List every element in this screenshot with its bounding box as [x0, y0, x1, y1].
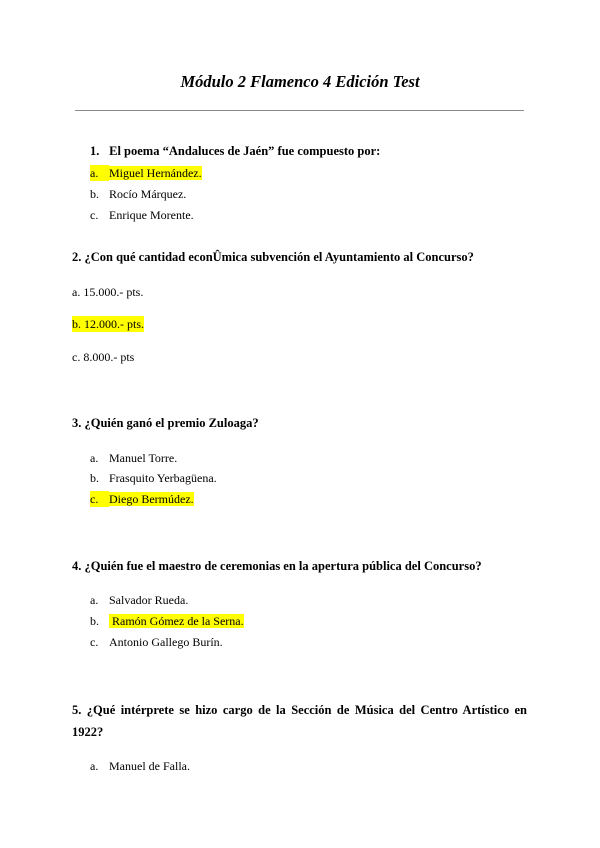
question-1-option-c	[90, 207, 194, 223]
question-4-option-b	[90, 613, 244, 629]
option-letter: c.	[90, 208, 99, 222]
question-1-option-b	[90, 186, 186, 202]
question-3-option-a	[90, 450, 177, 466]
option-letter: b.	[90, 471, 99, 485]
option-text: Miguel Hernández.	[109, 166, 202, 180]
question-5: 5. ¿Qué intérprete se hizo cargo de la Sección de Música del Centro Artístico en 1922?	[72, 703, 527, 739]
option-text: Antonio Gallego Burín.	[109, 635, 223, 649]
option-letter: b.	[90, 187, 99, 201]
option-text: Salvador Rueda.	[109, 593, 189, 607]
question-2: 2. ¿Con qué cantidad econÛmica subvención el Ayuntamiento al Concurso?	[72, 250, 474, 264]
question-1-option-a	[90, 165, 202, 181]
option-text: Manuel de Falla.	[109, 759, 190, 773]
question-2-option-c: c. 8.000.- pts	[72, 350, 135, 364]
question-3: 3. ¿Quién ganó el premio Zuloaga?	[72, 416, 259, 430]
option-letter: a.	[90, 165, 109, 181]
question-4-option-a	[90, 592, 188, 608]
option-text: Manuel Torre.	[109, 451, 178, 465]
question-1-number: 1.	[90, 144, 100, 158]
question-4: 4. ¿Quién fue el maestro de ceremonias en la apertura pública del Concurso?	[72, 559, 482, 573]
question-2-option-a: a. 15.000.- pts.	[72, 285, 144, 299]
option-letter: a.	[90, 759, 99, 773]
question-5-option-a	[90, 758, 190, 774]
option-letter: a.	[90, 451, 99, 465]
question-4-option-c	[90, 634, 223, 650]
title-divider	[75, 110, 524, 111]
question-3-option-c	[90, 491, 194, 507]
question-1-text: El poema “Andaluces de Jaén” fue compuesto por:	[109, 144, 381, 158]
option-letter: c.	[90, 491, 109, 507]
option-text: Ramón Gómez de la Serna.	[109, 614, 244, 628]
option-text: Diego Bermúdez.	[109, 492, 194, 506]
question-1	[90, 140, 545, 162]
option-text: Rocío Márquez.	[109, 187, 187, 201]
document-title: Módulo 2 Flamenco 4 Edición Test	[180, 72, 420, 91]
option-letter: a.	[90, 593, 99, 607]
option-text: Frasquito Yerbagüena.	[109, 471, 217, 485]
option-letter: c.	[90, 635, 99, 649]
option-text: Enrique Morente.	[109, 208, 194, 222]
question-3-option-b	[90, 470, 217, 486]
question-2-option-b: b. 12.000.- pts.	[72, 317, 144, 331]
option-letter: b.	[90, 614, 99, 628]
